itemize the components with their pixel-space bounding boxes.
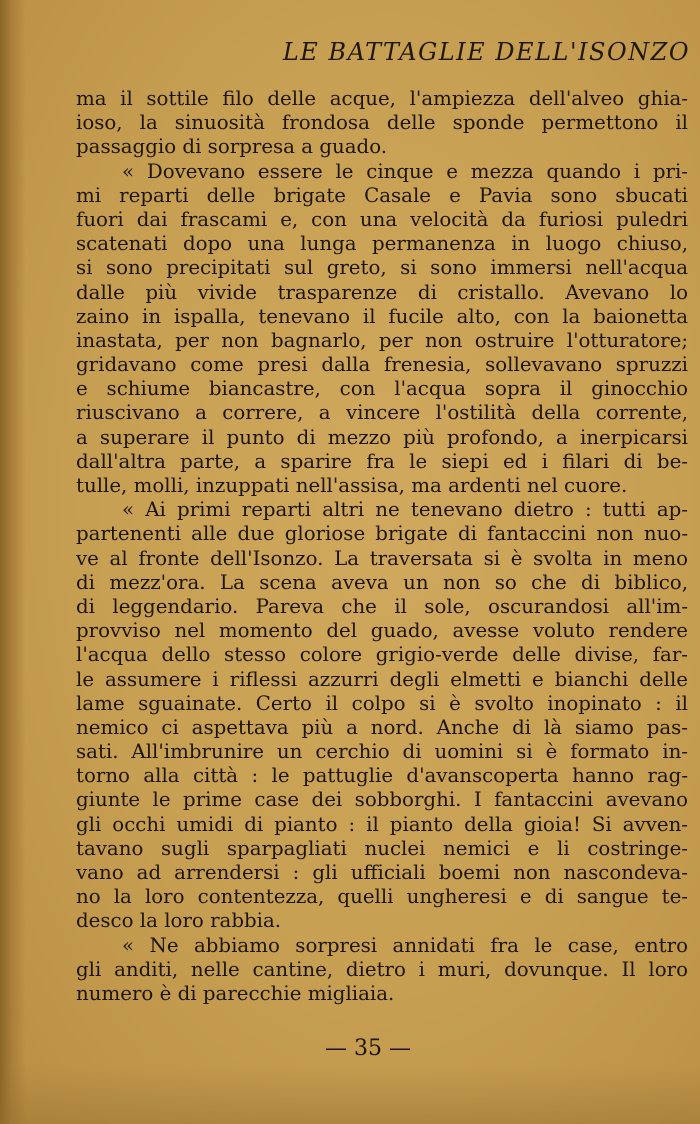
text-line: tulle, molli, inzuppati nell'assisa, ma ardenti nel cuore. <box>76 474 628 497</box>
text-line: di leggendario. Pareva che il sole, oscurandosi all'im- <box>76 594 688 618</box>
running-head: LE BATTAGLIE DELL'ISONZO <box>282 38 690 66</box>
text-line: e schiume biancastre, con l'acqua sopra il ginocchio <box>76 377 688 401</box>
text-line: ma il sottile filo delle acque, l'ampiezza dell'alveo ghia- <box>76 87 688 110</box>
text-line: dalle più vivide trasparenze di cristallo. Avevano lo <box>76 280 688 304</box>
text-line: « Ne abbiamo sorpresi annidati fra le case, entro <box>122 933 688 957</box>
spine-shadow <box>0 0 26 1124</box>
text-line: nemico ci aspettava più a nord. Anche di là siamo pas- <box>76 715 688 739</box>
text-line: no la loro contentezza, quelli ungheresi e di sangue te- <box>76 885 688 909</box>
text-line: desco la loro rabbia. <box>76 909 282 933</box>
text-line: scatenati dopo una lunga permanenza in luogo chiuso, <box>76 232 688 256</box>
text-line: riuscivano a correre, a vincere l'ostilità della corrente, <box>76 401 688 425</box>
text-line: mi reparti delle brigate Casale e Pavia sono sbucati <box>76 183 688 207</box>
text-line: passaggio di sorpresa a guado. <box>76 135 388 159</box>
bottom-shadow <box>0 1064 700 1124</box>
page-number: — 35 — <box>325 1036 411 1061</box>
text-line: gli occhi umidi di pianto : il pianto della gioia! Si avven- <box>76 812 688 836</box>
text-line: provviso nel momento del guado, avesse voluto rendere <box>76 619 688 643</box>
text-line: « Ai primi reparti altri ne tenevano dietro : tutti ap- <box>122 498 688 522</box>
text-line: dall'altra parte, a sparire fra le siepi ed i filari di be- <box>76 449 688 473</box>
text-line: si sono precipitati sul greto, si sono immersi nell'acqua <box>76 256 688 280</box>
text-line: gli anditi, nelle cantine, dietro i muri, dovunque. Il loro <box>76 957 688 981</box>
text-line: ve al fronte dell'Isonzo. La traversata si è svolta in meno <box>76 546 688 570</box>
text-line: numero è di parecchie migliaia. <box>76 981 395 1005</box>
body-text <box>76 87 688 1006</box>
text-line: di mezz'ora. La scena aveva un non so che di biblico, <box>76 570 688 594</box>
text-line: vano ad arrendersi : gli ufficiali boemi non nascondeva- <box>76 861 688 884</box>
text-line: lame sguainate. Certo il colpo si è svolto inopinato : il <box>76 691 688 715</box>
text-line: ioso, la sinuosità frondosa delle sponde permettono il <box>76 111 688 135</box>
text-line: « Dovevano essere le cinque e mezza quando i pri- <box>122 159 688 183</box>
text-line: tavano sugli sparpagliati nuclei nemici e li costringe- <box>76 836 688 860</box>
text-line: fuori dai frascami e, con una velocità da furiosi puledri <box>76 207 688 231</box>
text-line: l'acqua dello stesso colore grigio-verde delle divise, far- <box>76 643 688 667</box>
text-line: inastata, per non bagnarlo, per non ostruire l'otturatore; <box>76 328 688 352</box>
text-line: partenenti alle due gloriose brigate di fantaccini non nuo- <box>76 522 688 546</box>
text-line: le assumere i riflessi azzurri degli elmetti e bianchi delle <box>76 667 688 691</box>
text-line: torno alla città : le pattuglie d'avanscoperta hanno rag- <box>76 764 688 788</box>
text-line: sati. All'imbrunire un cerchio di uomini si è formato in- <box>76 740 688 764</box>
text-line: gridavano come presi dalla frenesia, sollevavano spruzzi <box>76 353 688 377</box>
text-line: zaino in ispalla, tenevano il fucile alto, con la baionetta <box>76 304 688 328</box>
text-line: giunte le prime case dei sobborghi. I fantaccini avevano <box>76 788 688 812</box>
text-line: a superare il punto di mezzo più profondo, a inerpicarsi <box>76 425 688 449</box>
